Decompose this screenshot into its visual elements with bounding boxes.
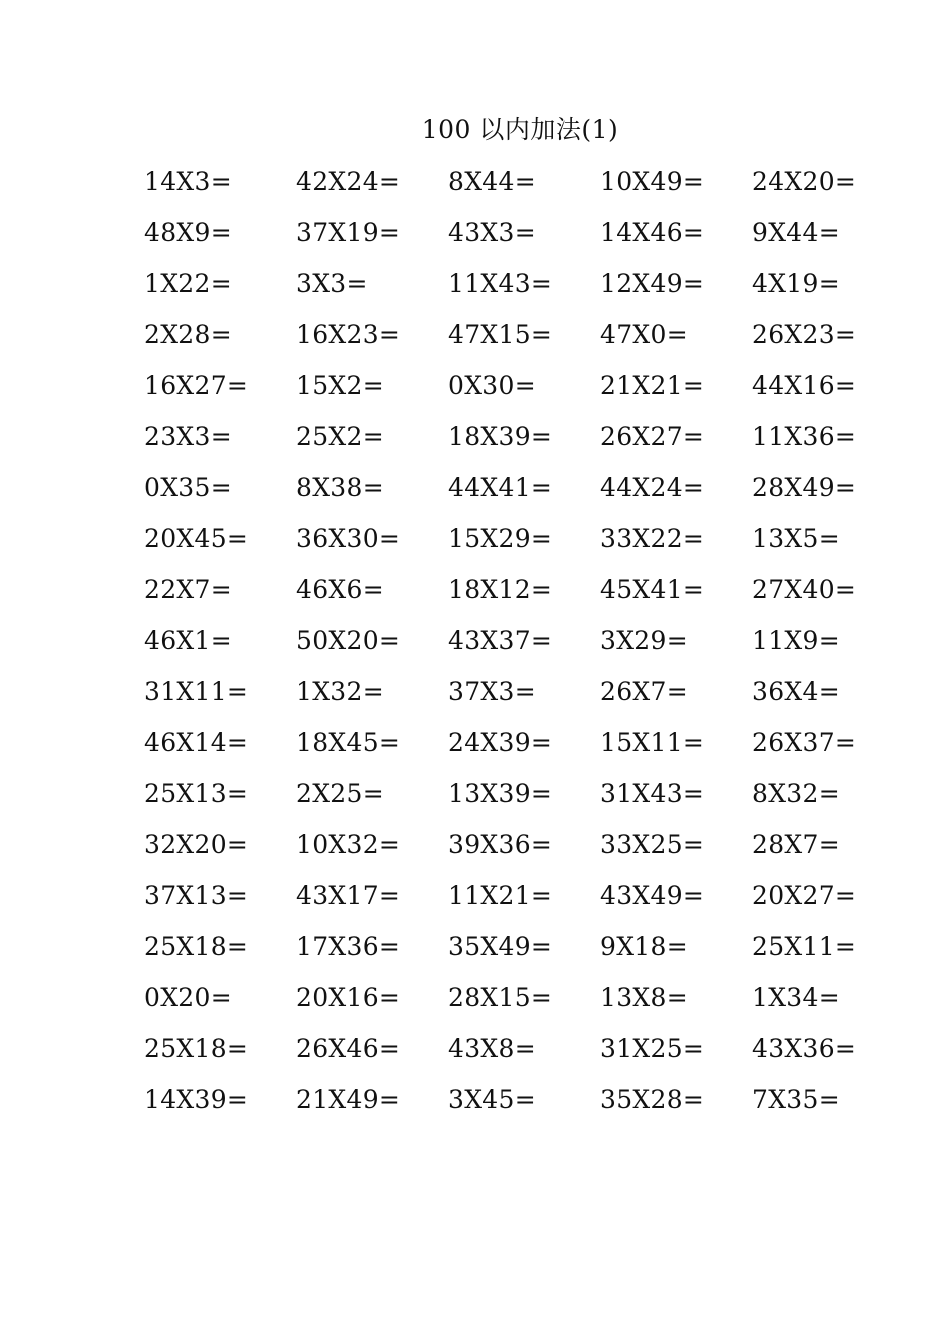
problem-item: 25X13= bbox=[144, 779, 249, 808]
problem-item: 1X32= bbox=[296, 677, 384, 706]
problem-item: 11X9= bbox=[752, 626, 840, 655]
problem-item: 36X30= bbox=[296, 524, 401, 553]
problem-item: 0X30= bbox=[448, 371, 536, 400]
problem-item: 1X34= bbox=[752, 983, 840, 1012]
problem-item: 26X23= bbox=[752, 320, 857, 349]
problem-item: 23X3= bbox=[144, 422, 232, 451]
problem-item: 46X1= bbox=[144, 626, 232, 655]
problem-item: 18X39= bbox=[448, 422, 553, 451]
problem-item: 13X8= bbox=[600, 983, 688, 1012]
problem-item: 8X38= bbox=[296, 473, 384, 502]
problem-item: 36X4= bbox=[752, 677, 840, 706]
problem-item: 3X45= bbox=[448, 1085, 536, 1114]
problem-item: 10X49= bbox=[600, 167, 705, 196]
problem-item: 32X20= bbox=[144, 830, 249, 859]
problem-item: 43X3= bbox=[448, 218, 536, 247]
problem-item: 43X8= bbox=[448, 1034, 536, 1063]
problem-item: 0X20= bbox=[144, 983, 232, 1012]
problem-item: 20X45= bbox=[144, 524, 249, 553]
problem-item: 37X13= bbox=[144, 881, 249, 910]
problem-item: 17X36= bbox=[296, 932, 401, 961]
problem-item: 20X16= bbox=[296, 983, 401, 1012]
problem-item: 31X43= bbox=[600, 779, 705, 808]
problem-item: 43X36= bbox=[752, 1034, 857, 1063]
problem-item: 12X49= bbox=[600, 269, 705, 298]
problem-item: 8X32= bbox=[752, 779, 840, 808]
problem-item: 43X17= bbox=[296, 881, 401, 910]
problem-item: 15X11= bbox=[600, 728, 705, 757]
problem-item: 26X7= bbox=[600, 677, 688, 706]
problem-item: 28X7= bbox=[752, 830, 840, 859]
problem-item: 25X11= bbox=[752, 932, 857, 961]
problem-item: 25X18= bbox=[144, 932, 249, 961]
problem-item: 43X37= bbox=[448, 626, 553, 655]
problem-item: 26X46= bbox=[296, 1034, 401, 1063]
problem-item: 16X23= bbox=[296, 320, 401, 349]
problem-item: 39X36= bbox=[448, 830, 553, 859]
problem-item: 35X49= bbox=[448, 932, 553, 961]
problem-item: 14X46= bbox=[600, 218, 705, 247]
problem-item: 24X20= bbox=[752, 167, 857, 196]
problem-item: 4X19= bbox=[752, 269, 840, 298]
problem-item: 26X27= bbox=[600, 422, 705, 451]
problem-item: 27X40= bbox=[752, 575, 857, 604]
problem-item: 25X2= bbox=[296, 422, 384, 451]
problem-item: 50X20= bbox=[296, 626, 401, 655]
problem-item: 18X12= bbox=[448, 575, 553, 604]
problem-item: 25X18= bbox=[144, 1034, 249, 1063]
problem-item: 43X49= bbox=[600, 881, 705, 910]
problem-item: 2X28= bbox=[144, 320, 232, 349]
problem-item: 42X24= bbox=[296, 167, 401, 196]
problem-item: 44X24= bbox=[600, 473, 705, 502]
problem-item: 35X28= bbox=[600, 1085, 705, 1114]
problem-item: 18X45= bbox=[296, 728, 401, 757]
problem-item: 14X39= bbox=[144, 1085, 249, 1114]
problem-item: 48X9= bbox=[144, 218, 232, 247]
problem-item: 33X25= bbox=[600, 830, 705, 859]
problem-item: 46X14= bbox=[144, 728, 249, 757]
problem-item: 45X41= bbox=[600, 575, 705, 604]
problem-item: 37X19= bbox=[296, 218, 401, 247]
problem-item: 44X16= bbox=[752, 371, 857, 400]
problem-item: 20X27= bbox=[752, 881, 857, 910]
problem-item: 11X43= bbox=[448, 269, 553, 298]
problem-item: 9X18= bbox=[600, 932, 688, 961]
problem-item: 31X11= bbox=[144, 677, 249, 706]
problem-item: 7X35= bbox=[752, 1085, 840, 1114]
problem-item: 0X35= bbox=[144, 473, 232, 502]
problem-item: 28X49= bbox=[752, 473, 857, 502]
problem-item: 37X3= bbox=[448, 677, 536, 706]
problem-item: 11X21= bbox=[448, 881, 553, 910]
problem-item: 33X22= bbox=[600, 524, 705, 553]
problem-item: 3X29= bbox=[600, 626, 688, 655]
problem-item: 11X36= bbox=[752, 422, 857, 451]
problem-item: 8X44= bbox=[448, 167, 536, 196]
problem-grid bbox=[144, 164, 904, 1133]
problem-item: 24X39= bbox=[448, 728, 553, 757]
problem-item: 47X0= bbox=[600, 320, 688, 349]
problem-item: 28X15= bbox=[448, 983, 553, 1012]
problem-item: 47X15= bbox=[448, 320, 553, 349]
page-title: 100 以内加法(1) bbox=[421, 115, 619, 144]
problem-item: 31X25= bbox=[600, 1034, 705, 1063]
problem-item: 9X44= bbox=[752, 218, 840, 247]
problem-item: 13X39= bbox=[448, 779, 553, 808]
problem-item: 16X27= bbox=[144, 371, 249, 400]
problem-item: 13X5= bbox=[752, 524, 840, 553]
problem-item: 46X6= bbox=[296, 575, 384, 604]
problem-item: 10X32= bbox=[296, 830, 401, 859]
problem-item: 3X3= bbox=[296, 269, 368, 298]
problem-item: 44X41= bbox=[448, 473, 553, 502]
problem-item: 22X7= bbox=[144, 575, 232, 604]
problem-item: 21X49= bbox=[296, 1085, 401, 1114]
problem-item: 15X29= bbox=[448, 524, 553, 553]
problem-item: 15X2= bbox=[296, 371, 384, 400]
problem-item: 21X21= bbox=[600, 371, 705, 400]
problem-item: 1X22= bbox=[144, 269, 232, 298]
problem-item: 14X3= bbox=[144, 167, 232, 196]
problem-item: 2X25= bbox=[296, 779, 384, 808]
problem-item: 26X37= bbox=[752, 728, 857, 757]
